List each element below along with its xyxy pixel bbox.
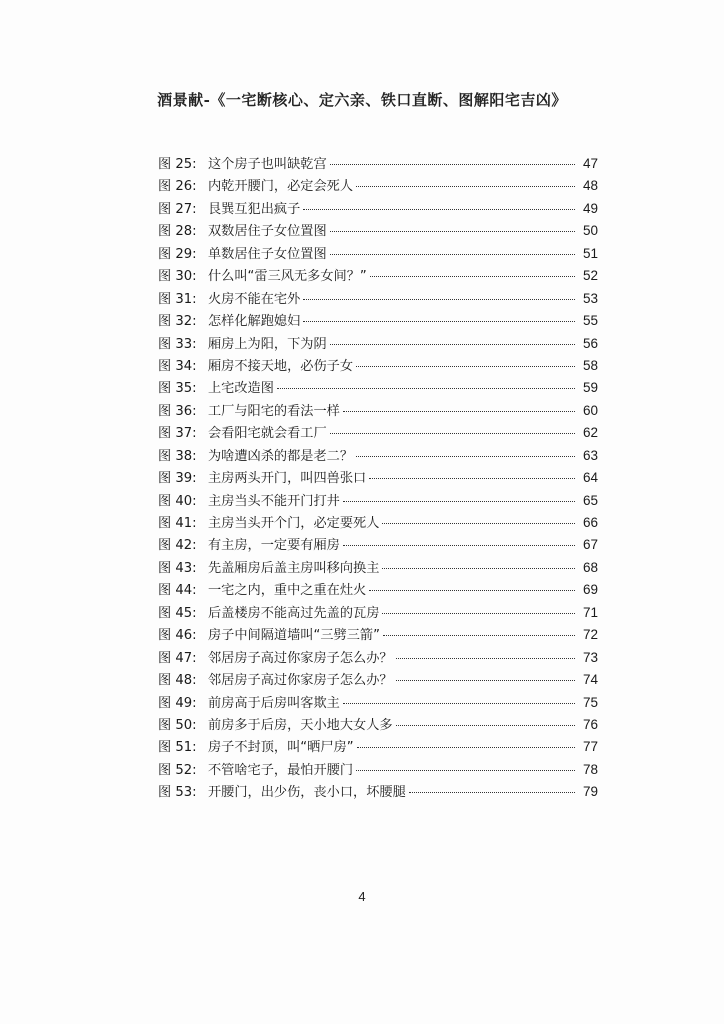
toc-dot-leader — [396, 680, 575, 681]
toc-entry-label: 图 42: — [158, 538, 197, 554]
toc-dot-leader — [356, 456, 575, 457]
toc-entry-title: 一宅之内，重中之重在灶火 — [208, 583, 367, 599]
toc-entry — [158, 355, 598, 377]
toc-entry — [158, 288, 598, 310]
toc-dot-leader — [330, 164, 575, 165]
toc-entry-page-number: 47 — [582, 156, 598, 171]
toc-entry-page-number: 77 — [582, 739, 598, 755]
toc-entry — [158, 220, 598, 242]
toc-entry-title: 主房当头不能开门打井 — [208, 493, 340, 509]
toc-dot-leader — [357, 747, 575, 748]
toc-entry-label: 图 39: — [158, 471, 197, 487]
toc-entry-page-number: 67 — [582, 537, 598, 553]
toc-entry — [158, 692, 598, 714]
toc-dot-leader — [330, 433, 575, 434]
toc-dot-leader — [356, 770, 575, 771]
toc-entry-title: 有主房，一定要有厢房 — [208, 538, 340, 554]
toc-entry-label: 图 25: — [158, 157, 197, 172]
toc-entry-page-number: 56 — [582, 335, 598, 351]
toc-entry-label: 图 35: — [158, 381, 197, 397]
toc-entry-title: 不管啥宅子，最怕开腰门 — [208, 762, 354, 778]
toc-entry-label: 图 53: — [158, 785, 197, 801]
toc-entry-label: 图 46: — [158, 628, 197, 644]
toc-entry-label: 图 49: — [158, 695, 197, 711]
toc-entry-label: 图 41: — [158, 516, 197, 531]
toc-entry-title: 先盖厢房后盖主房叫移向换主 — [208, 560, 380, 576]
toc-entry-page-number: 58 — [582, 357, 598, 373]
toc-dot-leader — [277, 388, 575, 389]
toc-entry-title: 上宅改造图 — [208, 381, 274, 397]
toc-entry-title: 主房当头开个门，必定要死人 — [208, 516, 380, 531]
toc-entry-label: 图 31: — [158, 291, 197, 307]
toc-dot-leader — [343, 703, 575, 704]
toc-entry — [158, 647, 598, 669]
toc-entry — [158, 198, 598, 220]
toc-dot-leader — [382, 523, 575, 524]
toc-entry-title: 火房不能在宅外 — [208, 291, 301, 307]
toc-entry-title: 什么叫“雷三风无多女间？” — [208, 269, 367, 285]
toc-entry — [158, 243, 598, 265]
toc-entry-title: 厢房上为阳，下为阴 — [208, 336, 327, 352]
toc-entry-label: 图 28: — [158, 224, 197, 240]
toc-entry-title: 双数居住子女位置图 — [208, 224, 327, 240]
toc-entry-title: 会看阳宅就会看工厂 — [208, 426, 327, 442]
toc-entry-title: 艮巽互犯出疯子 — [208, 201, 301, 217]
toc-entry-page-number: 55 — [582, 313, 598, 329]
toc-entry-label: 图 44: — [158, 583, 197, 599]
toc-dot-leader — [303, 209, 575, 210]
toc-dot-leader — [343, 501, 575, 502]
toc-entry-label: 图 33: — [158, 336, 197, 352]
toc-entry-page-number: 79 — [582, 784, 598, 800]
toc-dot-leader — [343, 545, 575, 546]
toc-entry-title: 邻居房子高过你家房子怎么办？ — [208, 673, 393, 689]
toc-entry-page-number: 74 — [582, 672, 598, 688]
toc-entry — [158, 422, 598, 444]
toc-entry — [158, 624, 598, 646]
toc-entry-page-number: 76 — [582, 716, 598, 732]
toc-entry — [158, 467, 598, 489]
toc-dot-leader — [356, 186, 575, 187]
toc-entry-page-number: 78 — [582, 761, 598, 777]
toc-entry-label: 图 29: — [158, 246, 197, 262]
toc-entry-page-number: 50 — [582, 223, 598, 239]
toc-entry — [158, 153, 598, 175]
toc-entry-page-number: 52 — [582, 268, 598, 284]
toc-entry-title: 前房多于后房，天小地大女人多 — [208, 717, 393, 733]
toc-entry-page-number: 75 — [582, 694, 598, 710]
toc-dot-leader — [369, 478, 575, 479]
toc-dot-leader — [303, 321, 575, 322]
toc-entry-label: 图 51: — [158, 740, 197, 756]
toc-entry — [158, 781, 598, 803]
toc-entry-title: 前房高于后房叫客欺主 — [208, 695, 340, 711]
toc-dot-leader — [356, 366, 575, 367]
toc-entry-page-number: 66 — [582, 515, 598, 530]
toc-entry-label: 图 40: — [158, 493, 197, 509]
toc-entry-title: 怎样化解跑媳妇 — [208, 314, 301, 330]
toc-dot-leader — [303, 299, 575, 300]
toc-entry-page-number: 69 — [582, 582, 598, 598]
toc-entry-title: 这个房子也叫缺乾宫 — [208, 157, 327, 172]
toc-entry-label: 图 36: — [158, 403, 197, 419]
toc-entry-label: 图 43: — [158, 560, 197, 576]
toc-entry-label: 图 52: — [158, 762, 197, 778]
toc-entry-label: 图 26: — [158, 179, 197, 195]
toc-dot-leader — [330, 344, 575, 345]
page-number: 4 — [358, 889, 366, 904]
toc-entry — [158, 714, 598, 736]
toc-entry-label: 图 47: — [158, 650, 197, 666]
toc-entry-label: 图 37: — [158, 426, 197, 442]
toc-entry-title: 单数居住子女位置图 — [208, 246, 327, 262]
toc-dot-leader — [343, 411, 575, 412]
toc-dot-leader — [369, 590, 575, 591]
toc-entry-title: 主房两头开门，叫四兽张口 — [208, 471, 367, 487]
toc-entry — [158, 579, 598, 601]
toc-entry-label: 图 38: — [158, 448, 197, 464]
toc-entry — [158, 557, 598, 579]
toc-entry-page-number: 65 — [582, 492, 598, 508]
toc-entry-title: 邻居房子高过你家房子怎么办？ — [208, 650, 393, 666]
toc-entry-page-number: 68 — [582, 559, 598, 575]
toc-dot-leader — [382, 613, 575, 614]
toc-entry — [158, 512, 598, 534]
toc-entry-page-number: 59 — [582, 380, 598, 396]
toc-entry-page-number: 53 — [582, 290, 598, 306]
toc-entry-page-number: 71 — [582, 604, 598, 620]
toc-entry — [158, 490, 598, 512]
toc-entry — [158, 602, 598, 624]
toc-entry — [158, 333, 598, 355]
toc-dot-leader — [383, 635, 575, 636]
toc-entry — [158, 175, 598, 197]
toc-entry-page-number: 48 — [582, 178, 598, 194]
toc-entry — [158, 736, 598, 758]
toc-dot-leader — [370, 276, 575, 277]
toc-entry-label: 图 32: — [158, 314, 197, 330]
toc-entry-title: 房子中间隔道墙叫“三劈三箭” — [208, 628, 380, 644]
toc-entry-label: 图 34: — [158, 358, 197, 374]
toc-entry-page-number: 63 — [582, 447, 598, 463]
toc-entry-title: 后盖楼房不能高过先盖的瓦房 — [208, 605, 380, 621]
toc-dot-leader — [330, 254, 575, 255]
toc-dot-leader — [330, 231, 575, 232]
toc-entry-page-number: 64 — [582, 470, 598, 486]
toc-entry-title: 工厂与阳宅的看法一样 — [208, 403, 340, 419]
toc-entry-label: 图 48: — [158, 673, 197, 689]
page-header-title: 酒景献-《一宅断核心、定六亲、铁口直断、图解阳宅吉凶》 — [157, 91, 567, 109]
toc-entry-label: 图 30: — [158, 269, 197, 285]
toc-entry — [158, 669, 598, 691]
toc-entry-title: 内乾开腰门，必定会死人 — [208, 179, 354, 195]
toc-entry-title: 开腰门，出少伤，丧小口，坏腰腿 — [208, 785, 406, 801]
toc-entry — [158, 400, 598, 422]
toc-entry — [158, 759, 598, 781]
table-of-contents — [158, 153, 598, 804]
toc-entry-page-number: 72 — [582, 627, 598, 643]
toc-entry-label: 图 45: — [158, 605, 197, 621]
toc-entry-title: 房子不封顶，叫“晒尸房” — [208, 740, 354, 756]
toc-entry — [158, 534, 598, 556]
toc-entry-label: 图 27: — [158, 201, 197, 217]
toc-entry-title: 厢房不接天地，必伤子女 — [208, 358, 354, 374]
toc-entry-page-number: 49 — [582, 200, 598, 216]
toc-entry — [158, 265, 598, 287]
toc-entry — [158, 445, 598, 467]
toc-dot-leader — [382, 568, 575, 569]
toc-entry-page-number: 60 — [582, 402, 598, 418]
toc-entry — [158, 377, 598, 399]
toc-entry — [158, 310, 598, 332]
toc-entry-page-number: 73 — [582, 649, 598, 665]
toc-dot-leader — [409, 792, 575, 793]
toc-entry-title: 为啥遭凶杀的都是老二？ — [208, 448, 354, 464]
toc-dot-leader — [396, 658, 575, 659]
toc-entry-page-number: 62 — [582, 425, 598, 441]
toc-entry-label: 图 50: — [158, 717, 197, 733]
toc-dot-leader — [396, 725, 575, 726]
toc-entry-page-number: 51 — [582, 245, 598, 261]
